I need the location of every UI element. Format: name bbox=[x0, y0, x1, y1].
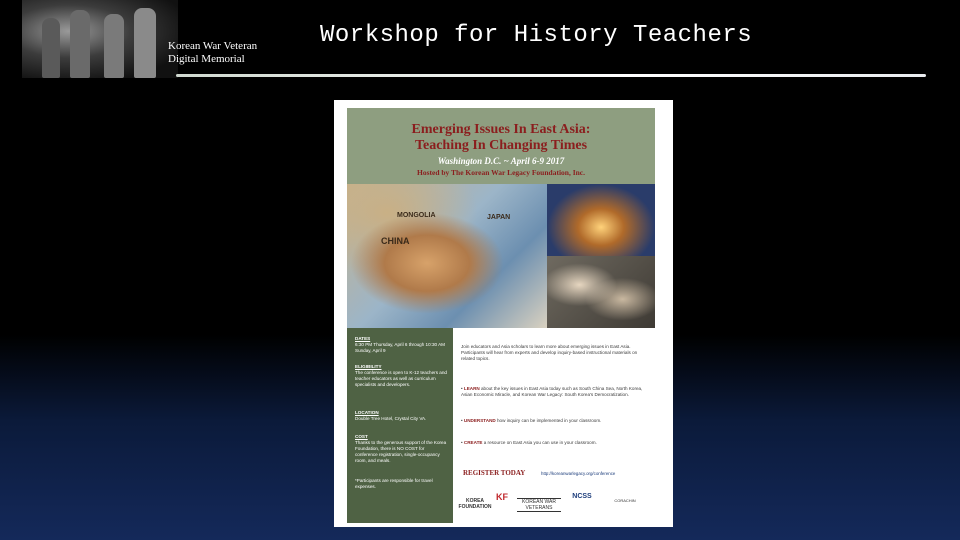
bullet-understand-key: UNDERSTAND bbox=[463, 418, 496, 423]
logo-caption-line1: Korean War Veteran bbox=[168, 40, 258, 52]
korean-war-veterans-logo: KOREAN WAR VETERANS bbox=[517, 498, 561, 512]
asia-map-image bbox=[347, 184, 547, 328]
ncss-logo: NCSS bbox=[572, 493, 592, 500]
map-label-mongolia: MONGOLIA bbox=[397, 212, 436, 219]
eligibility-heading: ELIGIBILITY bbox=[355, 364, 382, 369]
bullet-understand: • UNDERSTAND how inquiry can be implemented in your classroom. bbox=[461, 418, 602, 423]
location-text: Double Tree Hotel, Crystal City VA. bbox=[355, 416, 427, 421]
memorial-logo-caption bbox=[168, 40, 257, 66]
dates-heading: DATES bbox=[355, 336, 371, 341]
register-url: http://koreanwarlegacy.org/conference bbox=[541, 471, 616, 476]
bullet-create-key: CREATE bbox=[463, 440, 483, 445]
bullet-create: • CREATE a resource on East Asia you can use in your classroom. bbox=[461, 440, 597, 445]
location-heading: LOCATION bbox=[355, 410, 379, 415]
bullet-learn: • LEARN about the key issues in East Asia today such as South China Sea, North Korea, Asian Economic Miracle, and Korean War Legacy: South Korea's Democratization. bbox=[461, 386, 643, 397]
memorial-logo-photo bbox=[22, 0, 178, 78]
logo-caption-line2: Digital Memorial bbox=[168, 53, 245, 65]
bullet-learn-key: LEARN bbox=[463, 386, 480, 391]
intro-text: Join educators and Asia scholars to learn more about emerging issues in East Asia. Participants will hear from experts and develop inquiry-based instructional materials on related topics. bbox=[461, 344, 638, 361]
cost-text: Thanks to the generous support of the Korea Foundation, there is NO COST for conference registration, single-occupancy room, and meals. bbox=[355, 440, 447, 463]
flyer-content bbox=[347, 108, 655, 523]
bullet-learn-text: about the key issues in East Asia today such as South China Sea, North Korea, Asian Economic Miracle, and Korean War Legacy: South Korea's Democratization. bbox=[461, 386, 643, 397]
classroom-image bbox=[547, 256, 655, 328]
sponsor-logos bbox=[453, 488, 655, 522]
map-label-japan: JAPAN bbox=[487, 214, 511, 221]
title-divider bbox=[176, 74, 926, 77]
flyer-title-line2: Teaching In Changing Times bbox=[414, 138, 588, 153]
dates-text: 6:30 PM Thursday, April 6 through 10:30 AM Sunday, April 9 bbox=[355, 342, 445, 353]
cost-heading: COST bbox=[355, 434, 368, 439]
flyer-host: Hosted by The Korean War Legacy Foundation, Inc. bbox=[416, 168, 585, 177]
slide-title: Workshop for History Teachers bbox=[320, 22, 753, 49]
bullet-understand-text: how inquiry can be implemented in your classroom. bbox=[495, 418, 602, 423]
korea-foundation-logo: KOREA FOUNDATION bbox=[458, 498, 492, 510]
flyer-title-line1: Emerging Issues In East Asia: bbox=[411, 122, 591, 137]
corachin-logo: CORACHIN bbox=[614, 498, 636, 503]
bullet-create-text: a resource on East Asia you can use in your classroom. bbox=[482, 440, 597, 445]
travel-note: *Participants are responsible for travel expenses. bbox=[355, 478, 433, 489]
flyer-header bbox=[347, 108, 655, 184]
conference-flyer bbox=[334, 100, 673, 527]
map-label-china: CHINA bbox=[381, 236, 410, 246]
eligibility-text: The conference is open to K-12 teachers and teacher educators as well as curriculum specialists and developers. bbox=[355, 370, 447, 387]
city-skyline-image bbox=[547, 184, 655, 256]
flyer-title bbox=[347, 122, 655, 154]
flyer-subtitle: Washington D.C. ~ April 6-9 2017 bbox=[437, 156, 565, 166]
kf-logo: KF bbox=[496, 492, 508, 502]
flyer-details-column bbox=[347, 328, 453, 523]
register-today-text: REGISTER TODAY bbox=[463, 469, 526, 477]
flyer-description-column bbox=[453, 328, 655, 523]
